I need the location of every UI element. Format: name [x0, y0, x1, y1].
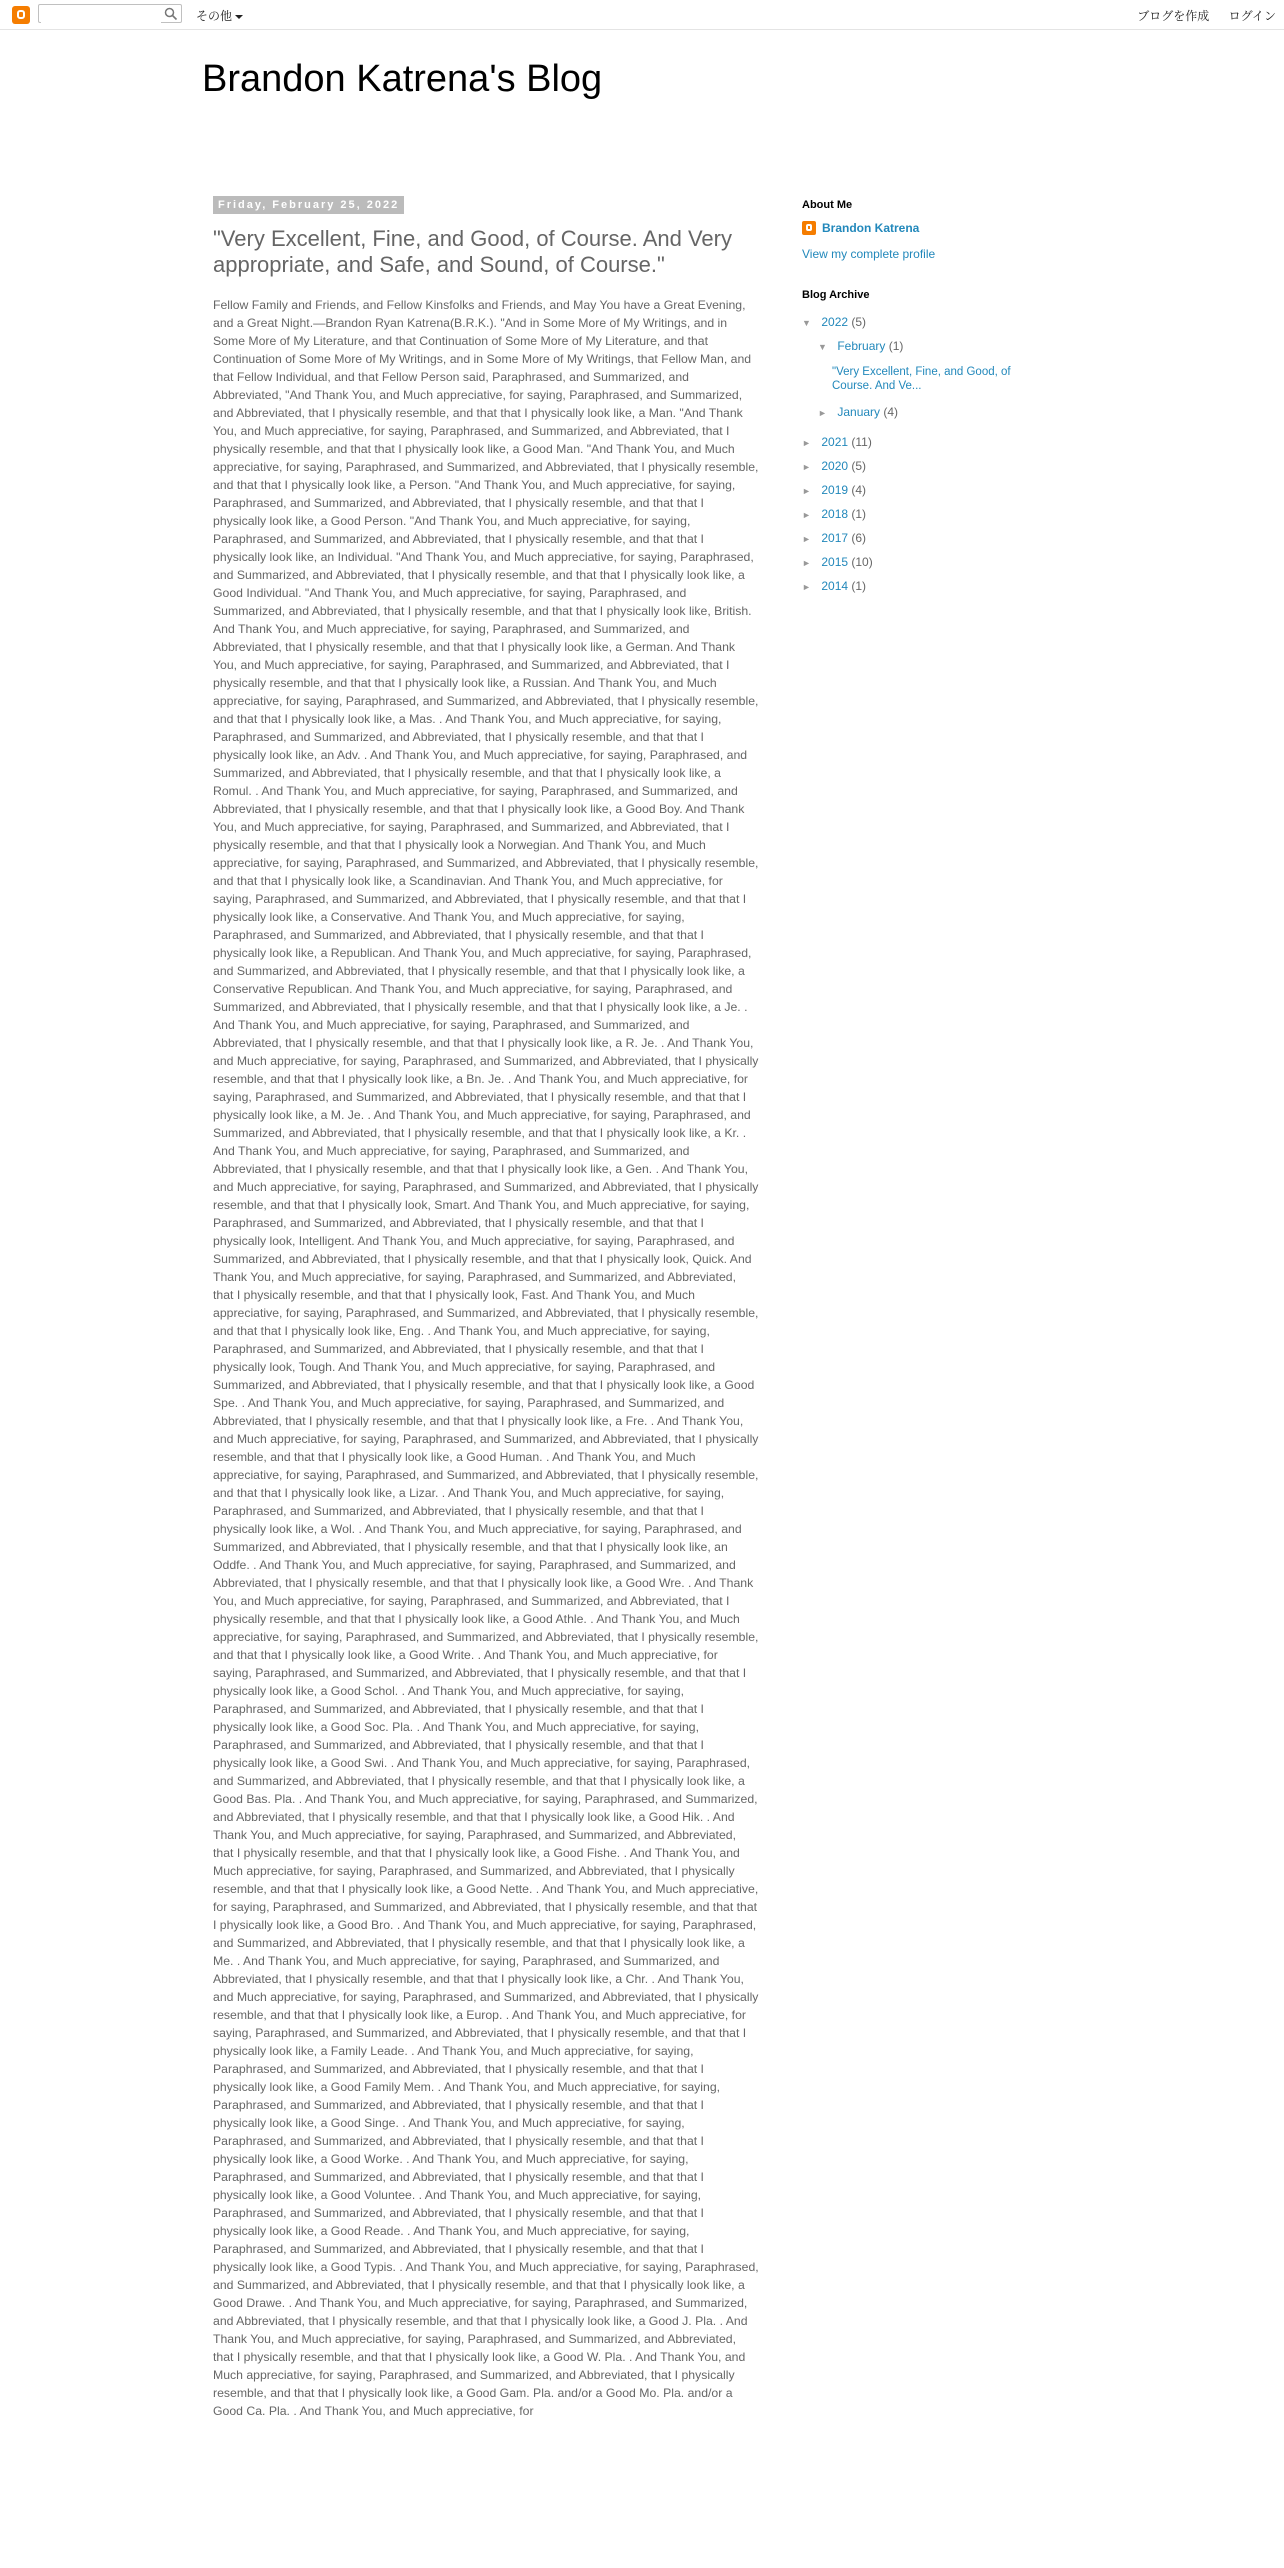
archive-count: (10): [851, 555, 873, 569]
archive-year-2021[interactable]: [802, 431, 1042, 455]
archive-year-label[interactable]: 2015: [821, 555, 849, 569]
triangle-right-icon[interactable]: ►: [802, 438, 811, 448]
archive-year-2020[interactable]: [802, 455, 1042, 479]
archive-year-2022[interactable]: [802, 311, 1042, 335]
archive-count: (11): [851, 435, 872, 449]
archive-year-2014[interactable]: [802, 575, 1042, 599]
blogger-profile-icon: [802, 221, 816, 235]
post-title[interactable]: "Very Excellent, Fine, and Good, of Course. And Very appropriate, and Safe, and Sound, of Course.": [213, 226, 732, 277]
about-me-title: About Me: [802, 199, 853, 211]
sidebar: [802, 195, 1042, 599]
navbar-right: [1121, 7, 1276, 24]
archive-count: (4): [883, 405, 899, 419]
search-input[interactable]: [41, 8, 161, 23]
profile-row: [802, 221, 1042, 235]
archive-month-label[interactable]: January: [837, 405, 881, 419]
blogger-icon[interactable]: [12, 6, 30, 24]
post-body: Fellow Family and Friends, and Fellow Kinsfolks and Friends, and May You have a Great Evening, and a Great Night.—Brandon Ryan Katrena(B.R.K.). "And in Some More of My Writings, and in Some More of My Literature, and that Continuation of Some More of My Literature, and that Continuation of Some More of My Writings, and in Some More of My Writings, that Fellow Man, and that Fellow Individual, and that Fellow Person said, Paraphrased, and Summarized, and Abbreviated, "And Thank You, and Much appreciative, for saying, Paraphrased, and Summarized, and Abbreviated, that I physically resemble, and that that I physically look like, a Man. "And Thank You, and Much appreciative, for saying, Paraphrased, and Summarized, and Abbreviated, that I physically resemble, and that that I physically look like, a Good Man. "And Thank You, and Much appreciative, for saying, Paraphrased, and Summarized, and Abbreviated, that I physically resemble, and that that I physically look like, a Person. "And Thank You, and Much appreciative, for saying, Paraphrased, and Summarized, and Abbreviated, that I physically resemble, and that that I physically look like, a Good Person. "And Thank You, and Much appreciative, for saying, Paraphrased, and Summarized, and Abbreviated, that I physically resemble, and that that I physically look like, an Individual. "And Thank You, and Much appreciative, for saying, Paraphrased, and Summarized, and Abbreviated, that I physically resemble, and that that I physically look like, a Good Individual. "And Thank You, and Much appreciative, for saying, Paraphrased, and Summarized, and Abbreviated, that I physically resemble, and that that I physically look like, British. And Thank You, and Much appreciative, for saying, Paraphrased, and Summarized, and Abbreviated, that I physically resemble, and that that I physically look like, a German. And Thank You, and Much appreciative, for saying, Paraphrased, and Summarized, and Abbreviated, that I physically resemble, and that that I physically look like, a Russian. And Thank You, and Much appreciative, for saying, Paraphrased, and Summarized, and Abbreviated, that I physically resemble, and that that I physically look like, a Mas. . And Thank You, and Much appreciative, for saying, Paraphrased, and Summarized, and Abbreviated, that I physically resemble, and that that I physically look like, an Adv. . And Thank You, and Much appreciative, for saying, Paraphrased, and Summarized, and Abbreviated, that I physically resemble, and that that I physically look like, a Romul. . And Thank You, and Much appreciative, for saying, Paraphrased, and Summarized, and Abbreviated, that I physically resemble, and that that I physically look like, a Good Boy. And Thank You, and Much appreciative, for saying, Paraphrased, and Summarized, and Abbreviated, that I physically resemble, and that that I physically look a Norwegian. And Thank You, and Much appreciative, for saying, Paraphrased, and Summarized, and Abbreviated, that I physically resemble, and that that I physically look like, a Scandinavian. And Thank You, and Much appreciative, for saying, Paraphrased, and Summarized, and Abbreviated, that I physically resemble, and that that I physically look like, a Conservative. And Thank You, and Much appreciative, for saying, Paraphrased, and Summarized, and Abbreviated, that I physically resemble, and that that I physically look like, a Republican. And Thank You, and Much appreciative, for saying, Paraphrased, and Summarized, and Abbreviated, that I physically resemble, and that that I physically look like, a Conservative Republican. And Thank You, and Much appreciative, for saying, Paraphrased, and Summarized, and Abbreviated, that I physically resemble, and that that I physically look like, a Je. . And Thank You, and Much appreciative, for saying, Paraphrased, and Summarized, and Abbreviated, that I physically resemble, and that that I physically look like, a R. Je. . And Thank You, and Much appreciative, for saying, Paraphrased, and Summarized, and Abbreviated, that I physically resemble, and that that I physically look like, a Bn. Je. . And Thank You, and Much appreciative, for saying, Paraphrased, and Summarized, and Abbreviated, that I physically resemble, and that that I physically look like, a M. Je. . And Thank You, and Much appreciative, for saying, Paraphrased, and Summarized, and Abbreviated, that I physically resemble, and that that I physically look like, a Kr. . And Thank You, and Much appreciative, for saying, Paraphrased, and Summarized, and Abbreviated, that I physically resemble, and that that I physically look like, a Gen. . And Thank You, and Much appreciative, for saying, Paraphrased, and Summarized, and Abbreviated, that I physically resemble, and that that I physically look, Smart. And Thank You, and Much appreciative, for saying, Paraphrased, and Summarized, and Abbreviated, that I physically resemble, and that that I physically look, Intelligent. And Thank You, and Much appreciative, for saying, Paraphrased, and Summarized, and Abbreviated, that I physically resemble, and that that I physically look, Quick. And Thank You, and Much appreciative, for saying, Paraphrased, and Summarized, and Abbreviated, that I physically resemble, and that that I physically look, Fast. And Thank You, and Much appreciative, for saying, Paraphrased, and Summarized, and Abbreviated, that I physically resemble, and that that I physically look like, Eng. . And Thank You, and Much appreciative, for saying, Paraphrased, and Summarized, and Abbreviated, that I physically resemble, and that that I physically look, Tough. And Thank You, and Much appreciative, for saying, Paraphrased, and Summarized, and Abbreviated, that I physically resemble, and that that I physically look like, a Good Spe. . And Thank You, and Much appreciative, for saying, Paraphrased, and Summarized, and Abbreviated, that I physically resemble, and that that I physically look like, a Fre. . And Thank You, and Much appreciative, for saying, Paraphrased, and Summarized, and Abbreviated, that I physically resemble, and that that I physically look like, a Good Human. . And Thank You, and Much appreciative, for saying, Paraphrased, and Summarized, and Abbreviated, that I physically resemble, and that that I physically look like, a Lizar. . And Thank You, and Much appreciative, for saying, Paraphrased, and Summarized, and Abbreviated, that I physically resemble, and that that I physically look like, a Wol. . And Thank You, and Much appreciative, for saying, Paraphrased, and Summarized, and Abbreviated, that I physically resemble, and that that I physically look like, an Oddfe. . And Thank You, and Much appreciative, for saying, Paraphrased, and Summarized, and Abbreviated, that I physically resemble, and that that I physically look like, a Good Wre. . And Thank You, and Much appreciative, for saying, Paraphrased, and Summarized, and Abbreviated, that I physically resemble, and that that I physically look like, a Good Athle. . And Thank You, and Much appreciative, for saying, Paraphrased, and Summarized, and Abbreviated, that I physically resemble, and that that I physically look like, a Good Write. . And Thank You, and Much appreciative, for saying, Paraphrased, and Summarized, and Abbreviated, that I physically resemble, and that that I physically look like, a Good Schol. . And Thank You, and Much appreciative, for saying, Paraphrased, and Summarized, and Abbreviated, that I physically resemble, and that that I physically look like, a Good Soc. Pla. . And Thank You, and Much appreciative, for saying, Paraphrased, and Summarized, and Abbreviated, that I physically resemble, and that that I physically look like, a Good Swi. . And Thank You, and Much appreciative, for saying, Paraphrased, and Summarized, and Abbreviated, that I physically resemble, and that that I physically look like, a Good Bas. Pla. . And Thank You, and Much appreciative, for saying, Paraphrased, and Summarized, and Abbreviated, that I physically resemble, and that that I physically look like, a Good Hik. . And Thank You, and Much appreciative, for saying, Paraphrased, and Summarized, and Abbreviated, that I physically resemble, and that that I physically look like, a Good Fishe. . And Thank You, and Much appreciative, for saying, Paraphrased, and Summarized, and Abbreviated, that I physically resemble, and that that I physically look like, a Good Nette. . And Thank You, and Much appreciative, for saying, Paraphrased, and Summarized, and Abbreviated, that I physically resemble, and that that I physically look like, a Good Bro. . And Thank You, and Much appreciative, for saying, Paraphrased, and Summarized, and Abbreviated, that I physically resemble, and that that I physically look like, a Me. . And Thank You, and Much appreciative, for saying, Paraphrased, and Summarized, and Abbreviated, that I physically resemble, and that that I physically look like, a Chr. . And Thank You, and Much appreciative, for saying, Paraphrased, and Summarized, and Abbreviated, that I physically resemble, and that that I physically look like, a Europ. . And Thank You, and Much appreciative, for saying, Paraphrased, and Summarized, and Abbreviated, that I physically resemble, and that that I physically look like, a Family Leade. . And Thank You, and Much appreciative, for saying, Paraphrased, and Summarized, and Abbreviated, that I physically resemble, and that that I physically look like, a Good Family Mem. . And Thank You, and Much appreciative, for saying, Paraphrased, and Summarized, and Abbreviated, that I physically resemble, and that that I physically look like, a Good Singe. . And Thank You, and Much appreciative, for saying, Paraphrased, and Summarized, and Abbreviated, that I physically resemble, and that that I physically look like, a Good Worke. . And Thank You, and Much appreciative, for saying, Paraphrased, and Summarized, and Abbreviated, that I physically resemble, and that that I physically look like, a Good Voluntee. . And Thank You, and Much appreciative, for saying, Paraphrased, and Summarized, and Abbreviated, that I physically resemble, and that that I physically look like, a Good Reade. . And Thank You, and Much appreciative, for saying, Paraphrased, and Summarized, and Abbreviated, that I physically resemble, and that that I physically look like, a Good Typis. . And Thank You, and Much appreciative, for saying, Paraphrased, and Summarized, and Abbreviated, that I physically resemble, and that that I physically look like, a Good Drawe. . And Thank You, and Much appreciative, for saying, Paraphrased, and Summarized, and Abbreviated, that I physically resemble, and that that I physically look like, a Good J. Pla. . And Thank You, and Much appreciative, for saying, Paraphrased, and Summarized, and Abbreviated, that I physically resemble, and that that I physically look like, a Good W. Pla. . And Thank You, and Much appreciative, for saying, Paraphrased, and Summarized, and Abbreviated, that I physically resemble, and that that I physically look like, a Good Gam. Pla. and/or a Good Mo. Pla. and/or a Good Ca. Pla. . And Thank You, and Much appreciative, for: [213, 298, 759, 2418]
main-column: [213, 195, 759, 2420]
archive-count: (1): [851, 579, 867, 593]
triangle-right-icon[interactable]: ►: [802, 486, 811, 496]
archive-count: (1): [888, 339, 904, 353]
archive-year-label[interactable]: 2020: [821, 459, 849, 473]
archive-post-link[interactable]: "Very Excellent, Fine, and Good, of Course. And Ve...: [832, 366, 1011, 392]
archive-month-february[interactable]: [802, 335, 1042, 359]
archive-month-label[interactable]: February: [837, 339, 886, 353]
archive-year-label[interactable]: 2021: [821, 435, 849, 449]
triangle-down-icon[interactable]: ▼: [818, 342, 827, 352]
archive-year-label[interactable]: 2014: [821, 579, 849, 593]
more-menu-label: その他: [196, 9, 233, 23]
blogger-navbar: [0, 0, 1284, 30]
blog-archive: [802, 289, 1042, 599]
triangle-right-icon[interactable]: ►: [802, 534, 811, 544]
archive-year-label[interactable]: 2019: [821, 483, 849, 497]
archive-count: (5): [851, 459, 867, 473]
search-icon[interactable]: [163, 6, 179, 21]
post-date: Friday, February 25, 2022: [213, 196, 404, 214]
archive-year-2017[interactable]: [802, 527, 1042, 551]
profile-name-link[interactable]: Brandon Katrena: [822, 221, 920, 235]
archive-year-label[interactable]: 2018: [821, 507, 849, 521]
more-menu[interactable]: [196, 7, 243, 24]
triangle-right-icon[interactable]: ►: [818, 408, 827, 418]
create-blog-link[interactable]: ブログを作成: [1137, 9, 1210, 23]
archive-year-2018[interactable]: [802, 503, 1042, 527]
archive-count: (6): [851, 531, 867, 545]
triangle-right-icon[interactable]: ►: [802, 582, 811, 592]
search-box[interactable]: [38, 4, 182, 23]
archive-count: (4): [851, 483, 867, 497]
caret-down-icon: [235, 15, 243, 19]
blog-archive-title: Blog Archive: [802, 289, 870, 301]
archive-year-label[interactable]: 2017: [821, 531, 849, 545]
archive-count: (5): [851, 315, 867, 329]
archive-year-2019[interactable]: [802, 479, 1042, 503]
login-link[interactable]: ログイン: [1228, 9, 1276, 23]
triangle-right-icon[interactable]: ►: [802, 510, 811, 520]
archive-month-january[interactable]: [802, 401, 1042, 425]
triangle-down-icon[interactable]: ▼: [802, 318, 811, 328]
view-profile-link[interactable]: View my complete profile: [802, 247, 936, 261]
triangle-right-icon[interactable]: ►: [802, 462, 811, 472]
archive-count: (1): [851, 507, 867, 521]
blog-title[interactable]: Brandon Katrena's Blog: [202, 58, 603, 100]
archive-year-label[interactable]: 2022: [821, 315, 849, 329]
archive-year-2015[interactable]: [802, 551, 1042, 575]
triangle-right-icon[interactable]: ►: [802, 558, 811, 568]
